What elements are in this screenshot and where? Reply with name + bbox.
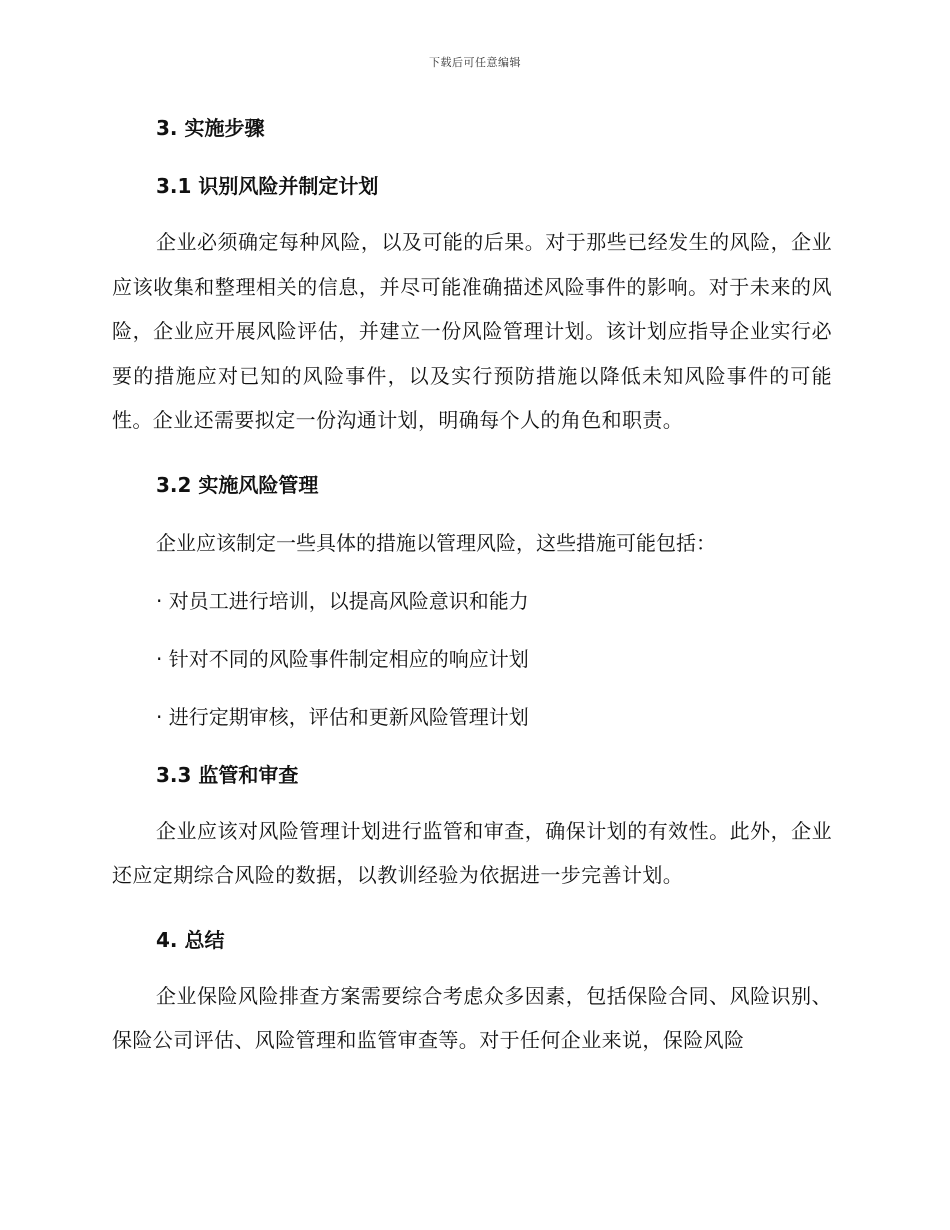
list-item: · 对员工进行培训，以提高风险意识和能力 — [156, 588, 529, 613]
section-3-3-title: 3.3 监管和审查 — [156, 762, 299, 787]
section-3-1-paragraph: 企业必须确定每种风险，以及可能的后果。对于那些已经发生的风险，企业应该收集和整理相关的信息，并尽可能准确描述风险事件的影响。对于未来的风险，企业应开展风险评估，并建立一份风险管理计划。该计划应指导企业实行必要的措施应对已知的风险事件，以及实行预防措施以降低未知风险事件的可能性。企业还需要拟定一份沟通计划，明确每个人的角色和职责。 — [112, 230, 832, 432]
section-4-paragraph: 企业保险风险排查方案需要综合考虑众多因素，包括保险合同、风险识别、保险公司评估、风险管理和监管审查等。对于任何企业来说，保险风险 — [112, 983, 832, 1052]
section-3-1-title: 3.1 识别风险并制定计划 — [156, 174, 379, 198]
list-item: · 进行定期审核，评估和更新风险管理计划 — [156, 704, 529, 729]
section-3-2-intro: 企业应该制定一些具体的措施以管理风险，这些措施可能包括： — [156, 530, 716, 555]
section-3-3-paragraph: 企业应该对风险管理计划进行监管和审查，确保计划的有效性。此外，企业还应定期综合风险的数据，以教训经验为依据进一步完善计划。 — [112, 818, 832, 887]
section-3-title: 3. 实施步骤 — [156, 116, 265, 140]
page-header: 下载后可任意编辑 — [429, 56, 521, 69]
list-item: · 针对不同的风险事件制定相应的响应计划 — [156, 646, 529, 671]
section-4-title: 4. 总结 — [156, 927, 225, 952]
document-body — [112, 112, 832, 1063]
section-3-2-title: 3.2 实施风险管理 — [156, 472, 319, 497]
